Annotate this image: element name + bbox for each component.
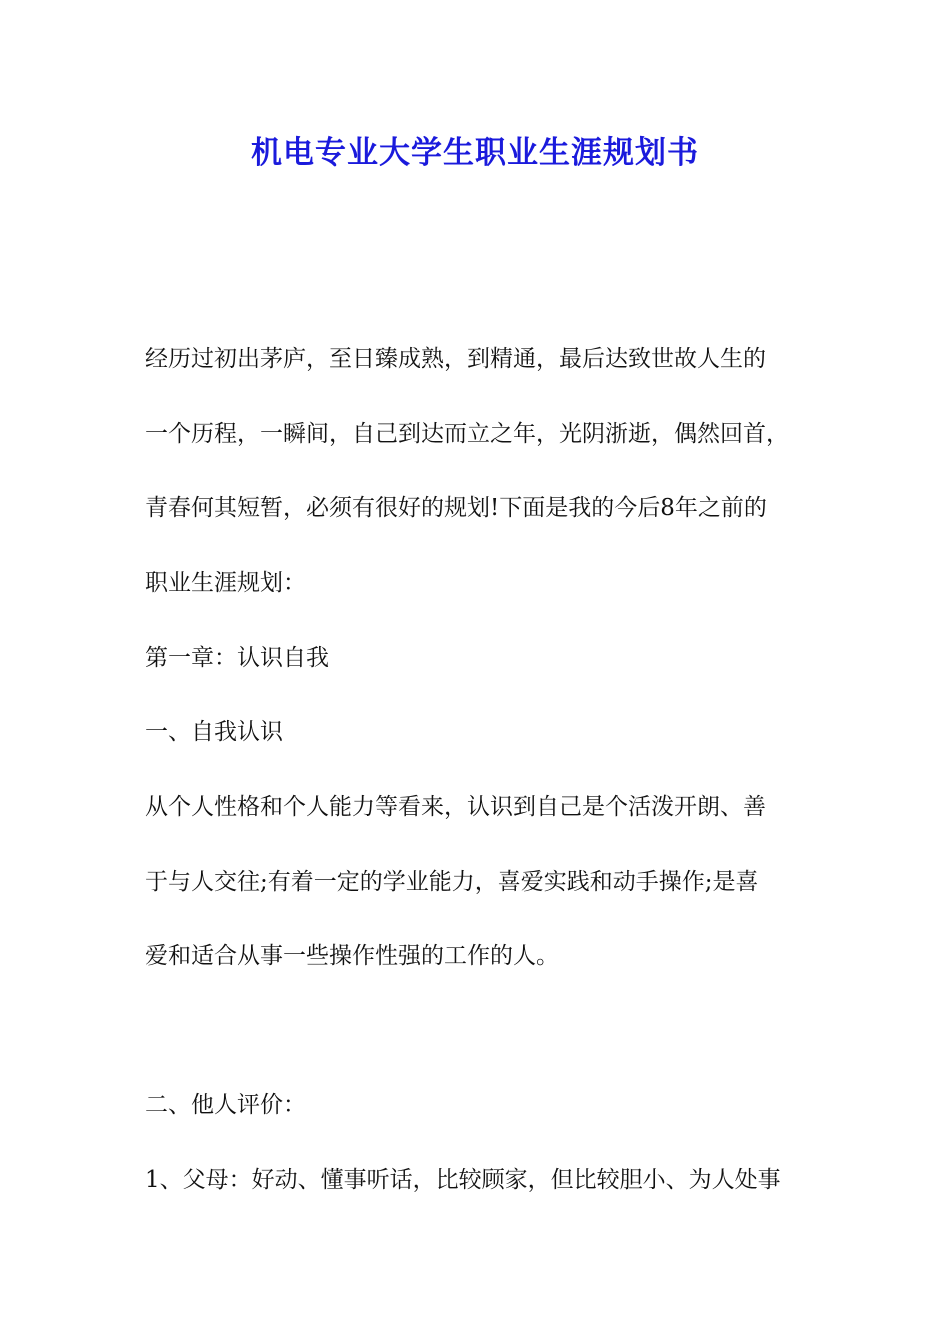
paragraph-line: 爱和适合从事一些操作性强的工作的人。 [145,943,559,969]
document-title: 机电专业大学生职业生涯规划书 [251,135,699,171]
section-heading: 二、他人评价： [145,1092,306,1118]
paragraph-line: 从个人性格和个人能力等看来，认识到自己是个活泼开朗、善 [145,794,766,820]
paragraph-line: 于与人交往;有着一定的学业能力，喜爱实践和动手操作;是喜 [145,869,759,895]
paragraph-line: 青春何其短暂，必须有很好的规划!下面是我的今后8年之前的 [145,495,767,521]
paragraph-line: 1、父母：好动、懂事听话，比较顾家，但比较胆小、为人处事 [145,1167,781,1193]
paragraph-line: 经历过初出茅庐，至日臻成熟，到精通，最后达致世故人生的 [145,346,766,372]
paragraph-line: 一个历程，一瞬间，自己到达而立之年，光阴浙逝，偶然回首， [145,421,789,447]
paragraph-line: 职业生涯规划： [145,570,306,596]
chapter-heading: 第一章：认识自我 [145,645,329,671]
section-heading: 一、自我认识 [145,719,283,745]
